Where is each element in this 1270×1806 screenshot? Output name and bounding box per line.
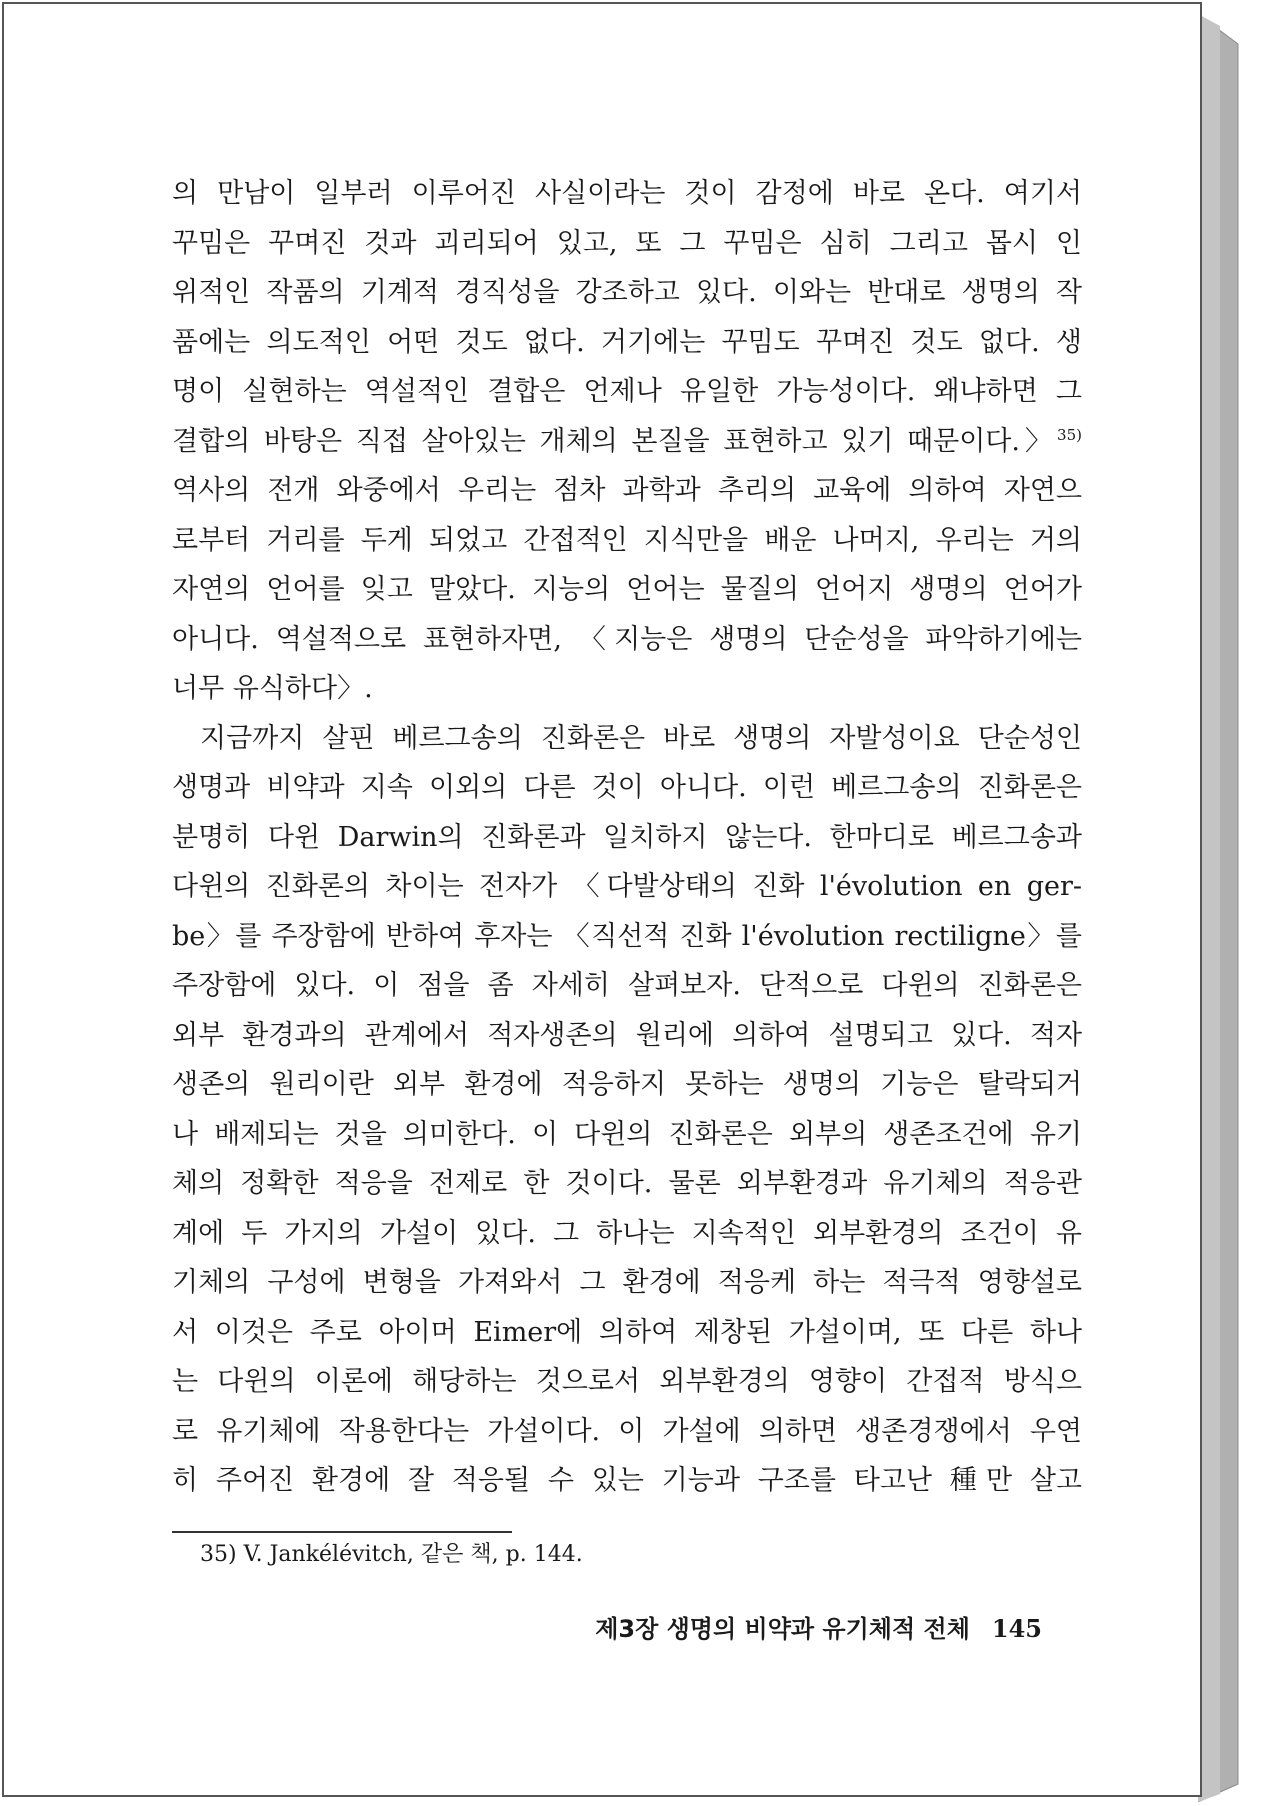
text-line-content: 결합의 바탕은 직접 살아있는 개체의 본질을 표현하고 있기 때문이다.〉 <box>172 425 1058 457</box>
text-line: 체의 정확한 적응을 전제로 한 것이다. 물론 외부환경과 유기체의 적응관 <box>172 1168 1082 1199</box>
text-line: 명이 실현하는 역설적인 결합은 언제나 유일한 가능성이다. 왜냐하면 그 <box>172 376 1082 407</box>
text-line <box>172 417 1082 467</box>
text-line: 로부터 거리를 두게 되었고 간접적인 지식만을 배운 나머지, 우리는 거의 <box>172 524 1082 556</box>
text-line: 로 유기체에 작용한다는 가설이다. 이 가설에 의하면 생존경쟁에서 우연 <box>172 1415 1082 1447</box>
text-line: be〉를 주장함에 반하여 후자는 〈직선적 진화 l'évolution rectiligne〉를 <box>172 920 1082 952</box>
text-line: 자연의 언어를 잊고 말았다. 지능의 언어는 물질의 언어지 생명의 언어가 <box>172 574 1082 605</box>
text-line: 꾸밈은 꾸며진 것과 괴리되어 있고, 또 그 꾸밈은 심히 그리고 몹시 인 <box>172 227 1082 259</box>
text-line: 다윈의 진화론의 차이는 전자가 〈다발상태의 진화 l'évolution en ger- <box>172 871 1082 902</box>
text-line: 분명히 다윈 Darwin의 진화론과 일치하지 않는다. 한마디로 베르그송과 <box>172 821 1082 853</box>
text-line: 기체의 구성에 변형을 가져와서 그 환경에 적응케 하는 적극적 영향설로 <box>172 1267 1082 1298</box>
text-line: 너무 유식하다〉. <box>172 673 373 704</box>
text-line: 생존의 원리이란 외부 환경에 적응하지 못하는 생명의 기능은 탈락되거 <box>172 1069 1082 1100</box>
text-line: 는 다윈의 이론에 해당하는 것으로서 외부환경의 영향이 간접적 방식으 <box>172 1366 1082 1397</box>
text-line: 주장함에 있다. 이 점을 좀 자세히 살펴보자. 단적으로 다윈의 진화론은 <box>172 970 1082 1001</box>
book-page-edges <box>1198 14 1260 1802</box>
text-line: 히 주어진 환경에 잘 적응될 수 있는 기능과 구조를 타고난 種만 살고 <box>172 1465 1082 1496</box>
text-line: 위적인 작품의 기계적 경직성을 강조하고 있다. 이와는 반대로 생명의 작 <box>172 277 1082 308</box>
text-line: 계에 두 가지의 가설이 있다. 그 하나는 지속적인 외부환경의 조건이 유 <box>172 1217 1082 1249</box>
book-page <box>2 2 1202 1797</box>
body-text <box>172 169 1082 1506</box>
text-line: 서 이것은 주로 아이머 Eimer에 의하여 제창된 가설이며, 또 다른 하나 <box>172 1316 1082 1348</box>
footnote-marker: 35) <box>1057 425 1082 444</box>
chapter-title: 제3장 생명의 비약과 유기체적 전체 <box>595 1615 970 1643</box>
text-line: 역사의 전개 와중에서 우리는 점차 과학과 추리의 교육에 의하여 자연으 <box>172 475 1082 506</box>
text-line: 외부 환경과의 관계에서 적자생존의 원리에 의하여 설명되고 있다. 적자 <box>172 1019 1082 1051</box>
text-line: 나 배제되는 것을 의미한다. 이 다윈의 진화론은 외부의 생존조건에 유기 <box>172 1118 1082 1150</box>
footnote-divider <box>172 1531 512 1533</box>
paragraph-start-line: 지금까지 살핀 베르그송의 진화론은 바로 생명의 자발성이요 단순성인 <box>200 722 1082 754</box>
text-line: 생명과 비약과 지속 이외의 다른 것이 아니다. 이런 베르그송의 진화론은 <box>172 772 1082 803</box>
text-line: 아니다. 역설적으로 표현하자면, 〈지능은 생명의 단순성을 파악하기에는 <box>172 623 1082 655</box>
text-line: 품에는 의도적인 어떤 것도 없다. 거기에는 꾸밈도 꾸며진 것도 없다. 생 <box>172 326 1082 358</box>
text-line: 의 만남이 일부러 이루어진 사실이라는 것이 감정에 바로 온다. 여기서 <box>172 178 1082 209</box>
page-number: 145 <box>991 1614 1042 1643</box>
running-footer <box>595 1609 1042 1644</box>
footnote: 35) V. Jankélévitch, 같은 책, p. 144. <box>200 1542 583 1567</box>
